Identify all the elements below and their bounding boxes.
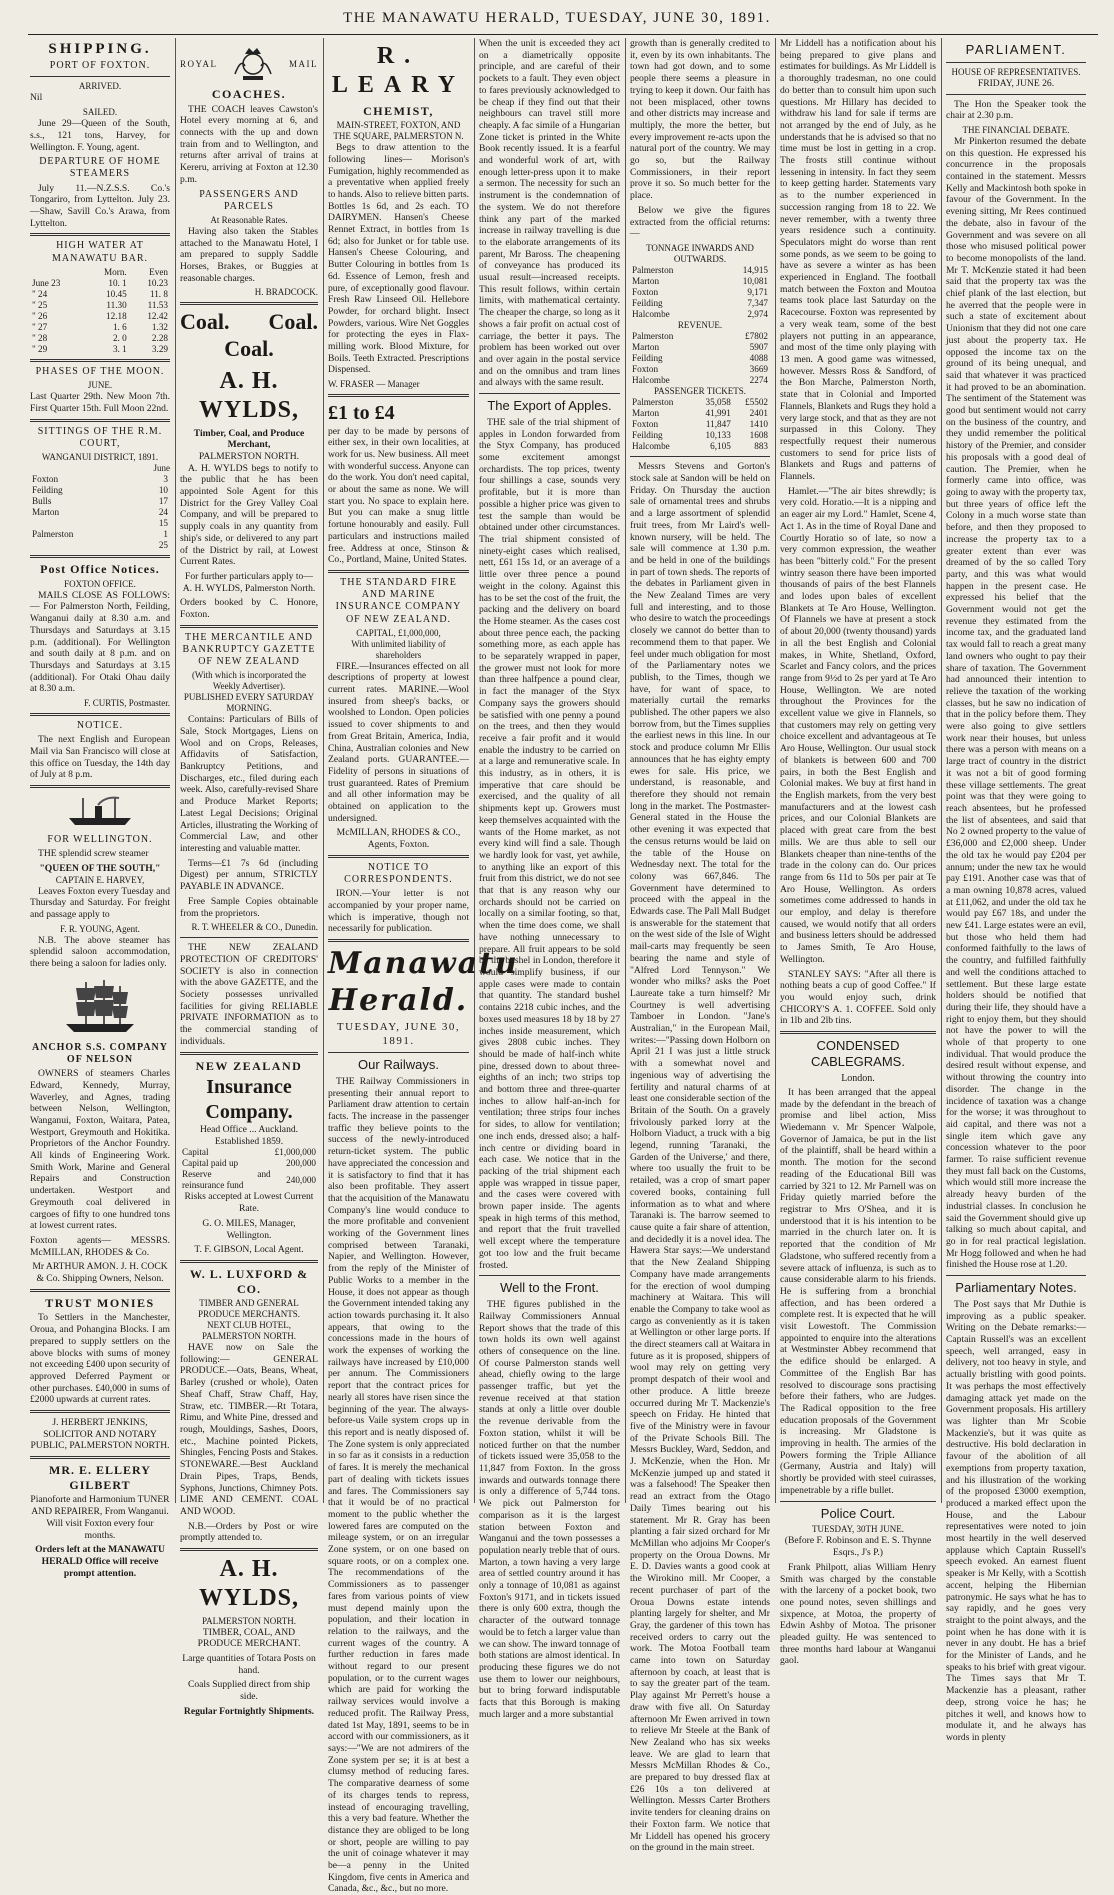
divider (180, 1052, 318, 1055)
divider (630, 456, 770, 457)
divider (30, 76, 170, 77)
notice-heading: NOTICE. (76, 720, 124, 732)
divider (30, 555, 170, 558)
gazette-text: Contains: Particulars of Bills of Sale, Stock Mortgages, Liens on Wool and on Crops, Releases, Affidavits of Satisfaction, Bankruptcy Petitions, and Discharges, etc., filed during each week. Also, carefully-revised Share and Produce Market Reports; Latest Legal Decisions; Original Articles, illustrating the Working of Commercial Law, and other interesting and valuable matter. (180, 714, 318, 854)
wylds2-text: TIMBER, COAL, AND PRODUCE MERCHANT. (197, 1626, 301, 1650)
moon-heading: PHASES OF THE MOON. (35, 366, 165, 378)
table-row: " 28 2. 0 2.28 (32, 332, 168, 343)
divider (328, 855, 469, 858)
trust-heading: TRUST MONIES (45, 1295, 155, 1310)
gazette-terms: Terms—£1 7s 6d (including Digest) per annum, STRICTLY PAYABLE IN ADVANCE. (180, 857, 318, 893)
table-row: Halcombe 2274 (632, 375, 768, 386)
wylds2-sub: PALMERSTON NORTH. (202, 1615, 296, 1626)
cablegrams-heading: CONDENSED CABLEGRAMS. (811, 1038, 905, 1069)
moon-month: JUNE. (87, 380, 113, 391)
luxford-sub: TIMBER AND GENERAL PRODUCE MERCHANTS. (197, 1298, 300, 1320)
divider (30, 233, 170, 236)
divider (30, 713, 170, 716)
divider (780, 1031, 936, 1034)
table-row: Halcombe 6,105 883 (632, 441, 768, 452)
table-row: 25 (158, 540, 168, 551)
coal-word: Coal. (224, 336, 274, 362)
wylds2-text4: Regular Fortnightly Shipments. (183, 1705, 315, 1717)
mail-label: MAIL (288, 58, 318, 69)
departure-heading: DEPARTURE OF HOME STEAMERS (39, 156, 161, 180)
debate-heading: THE FINANCIAL DEBATE. (962, 124, 1070, 135)
divider (328, 1052, 469, 1053)
insurance-miles: G. O. MILES, Manager, Wellington. (202, 1217, 296, 1241)
cablegrams-text: It has been arranged that the appeal made by the defendant in the breach of promise and libel action, Miss Wiedemann v. Mr Spencer Walpole, Governor of Jamaica, be put in the list of the plaintiff, shall be heard within a month. The motion for the second reading of the Educational Bill was carried by 321 to 12. Mr Parnell was on Friday quietly married before the registrar to Mrs O'Shea, and it is understood that it is his intention to be married in the church later on. It is reported that the condition of Mr Gladstone, who suffered recently from a severe attack of influenza, is such as to cause considerable alarm to his friends. He is suffering from a bronchial affection, and has been ordered a complete rest. It is expected that he will visit Lowestoft. The Commission appointed to enquire into the alterations at Westminster Abbey recommend that the edifice should be enlarged. A Committee of the English Bar has resolved to discourage sons practising before their fathers, who are Judges. The Radical opposition to the free education proposals of the Government is increasing. Mr Gladstone is improving in health. The armies of the Powers forming the Triple Alliance (Germany, Austria and Italy) will shortly be provided with steel cuirasses, impenetrable by a rifle bullet. (780, 1086, 936, 1496)
column-rule (323, 38, 324, 1503)
table-row: Feilding 7,347 (632, 297, 768, 308)
insurance-risks: Risks accepted at Lowest Current Rate. (184, 1191, 314, 1215)
tide-col-even: Even (149, 266, 168, 277)
gazette-sign: R. T. WHEELER & CO., Dunedin. (191, 922, 318, 933)
royal-label: ROYAL (180, 58, 218, 69)
post-office-sign: F. CURTIS, Postmaster. (83, 698, 170, 709)
column-rule (175, 38, 176, 1503)
stables-text: Having also taken the Stables attached to the Manawatu Hotel, I am prepared to supply Saddle Horses, Brakes, or Buggies at reasonable charges. (180, 225, 318, 284)
divider (946, 62, 1086, 63)
wellington-text: THE splendid screw steamer (38, 848, 149, 860)
divider (328, 570, 469, 573)
orders-text: Orders left at the MANAWATU HERALD Office will receive prompt attention. (35, 1544, 165, 1579)
revenue-heading: REVENUE. (677, 320, 723, 331)
table-row: Marton 5907 (632, 342, 768, 353)
police-text: Frank Philpott, alias William Henry Smith was charged by the constable with the larceny of a pocket book, two one pound notes, seven shillings and sixpence, at Motoa, the property of Edwin Ashby of Motoa. The prisoner pleaded guilty. He was sentenced to three months hard labour at Wanganui gaol. (780, 1561, 936, 1667)
notice-text: The next English and European Mail via San Francisco will close at this office on Tuesday, the 14th day of July at 8 p.m. (30, 734, 170, 781)
tide-table (30, 267, 170, 355)
court-table (30, 474, 170, 551)
table-row: Foxton 3669 (632, 364, 768, 375)
insurance-established: Established 1859. (214, 1135, 284, 1147)
wellington-ship: "QUEEN OF THE SOUTH," (39, 862, 161, 874)
wylds2-text3: Coals Supplied direct from ship side. (187, 1679, 311, 1703)
protection-text: THE NEW ZEALAND PROTECTION OF CREDITORS' SOCIETY is also in connection with the above GAZETTE, and the Society possesses unrivalled facilities for giving RELIABLE PRIVATE INFORMATION as to the commercial standing of individuals. (180, 942, 318, 1047)
column-rule (474, 38, 475, 1503)
table-row: " 27 1. 6 1.32 (32, 321, 168, 332)
table-row: " 24 10.45 11. 8 (32, 288, 168, 299)
table-row: Feilding 4088 (632, 353, 768, 364)
divider (328, 394, 469, 397)
tonnage-table (630, 265, 770, 320)
divider (328, 939, 469, 942)
house-text: The Hon the Speaker took the chair at 2.30 p.m. (946, 98, 1086, 122)
table-row: June 23 10. 1 10.23 (32, 277, 168, 288)
pounds-text: per day to be made by persons of either sex, in their own localities, at work for us. New business. All meet with wonderful success. Anyone can do the work. You don't need capital, or about the same as none. We will start you. No space to explain here. But you can make a snug little fortune honourably and easily. Full particulars and instructions mailed free. Address at once, Stinson & Co., Portland, Maine, United States. (328, 425, 469, 566)
departure-text: July 11.—N.Z.S.S. Co.'s Tongariro, from Lyttelton. July 23.—Shaw, Savill Co.'s Arawa, from Lyttelton. (30, 182, 170, 229)
divider (180, 1548, 318, 1551)
wellington-text2: Leaves Foxton every Tuesday and Thursday and Saturday. For freight and passage apply to (30, 885, 170, 920)
steamer-icon (30, 794, 170, 828)
table-row: Palmerston £7802 (632, 331, 768, 342)
apples-text: THE sale of the trial shipment of apples in London forwarded from the Styx Company, has produced some excitement amongst orchardists. The top prices, twenty four shillings a case, sounds very profitable, but it is more than possible a higher price was given to test the sample than would be obtained under other circumstances. The trial shipment consisted of ninety-eight cases which realised, nett, £61 15s 1d, or an average of a little over three pence a pound weight in the colony. Against this has to be set the cost of the fruit, the packing and the delivery on board the Home steamer. As the cases cost about three pence each, the packing something more, as each apple has to be separately wrapped in paper, the grower must not look for more than three halfpence a pound clear, in fact the manager of the Styx Company says the growers should be satisfied with one penny a pound on the trees, and then they would receive a fair profit and it would enable the industry to be carried on at a large and remunerative scale. In this industry, as in others, it is imperative that care should be exercised, and the quality of all shipments kept up. Growers must keep themselves acquainted with the wants of the Home market, as not every kind will find a sale. Though we hardly look for vast, yet awhile, to anything like an export of this fruit from this district, we do not see that that is any reason why our orchards should not be carried on locally on a similar footing, so that, when the time does come, we shall have nothing unnecessary to prepare. All fruit appears to be sold by the bushel in London, therefore it would simplify business, if our apple cases were made to contain that quantity. The standard bushel contains 2218 cubic inches, and the boxes used measures 18 by 18 by 27 inches inside measurement, which gives 2808 cubic inches. They should be made of half-inch white pine, dressed down to about three-eighths of an inch; two strips top and bottom three and three-quarter inches to allow half-an-inch for ventilation; three strips four inches for sides, to allow for ventilation; one inch ends, dressed also; a half-inch centre or dividing board in each case. We notice that in the packing of the trial shipment each apple was wrapped in tissue paper, and the cases were covered with brown paper inside. The agents speak in high terms of this method, and report that the fruit travelled well except where the temperature got too low and the fruit became frosted. (479, 416, 620, 1271)
insurance-gibson: T. F. GIBSON, Local Agent. (194, 1244, 304, 1256)
hamlet-text: Hamlet.—"The air bites shrewdly; is very cold. Horatio.—It is a nipping and an eager air my Lord." Hamlet, Scene 4, Act 1. As in the time of Royal Dane and Courtly Horatio so of late, so now a very common expression, the weather has been "bitterly cold." For the present wintry season there have been imported thousands of pairs of the best Flannels and lodes upon bales of excellent Blankets at Te Aro House, Wellington. Of Flannels we have at present a stock of about 20,000 (twenty thousand) yards in all the best English and Colonial makes, in White, Shetland, Oxford, Scarlet and Fancy colors, and the prices range from 9½d to 2s per yard at Te Aro House, Wellington. We are noted throughout the Provinces for the excellent value we give in Flannels, so that customers may rely on getting very choice excellent and advantageous at Te Aro House, Wellington. Our usual stock of blankets is between 600 and 700 pairs, in both the Best English and Colonial makes. We buy at first hand in the English markets, from the very best manufacturers and at the lowest cash prices, and our Colonial Blankets are placed with great care from the best mills. We are thus able to sell our Blankets cheaper than nine-tenths of the trade in the colony can do. Our prices range from 6s 11d to 50s per pair at Te Aro House, Wellington. As orders sometimes come addressed to hands in our employ, and delay is therefore caused, we would notify that all orders and business letters should be addressed to James Smith, Te Aro House, Wellington. (780, 485, 936, 965)
table-row: Feilding 10 (32, 484, 168, 495)
wellington-captain: CAPTAIN E. HARVEY, (55, 874, 145, 885)
wylds2-heading: A. H. WYLDS, (198, 1556, 300, 1612)
wylds-booked: Orders booked by C. Honore, Foxton. (180, 597, 318, 621)
divider (180, 302, 318, 305)
divider (180, 625, 318, 628)
standard-capital: CAPITAL, £1,000,000, (356, 627, 441, 638)
column-2 (180, 38, 318, 1717)
table-row: Bulls 17 (32, 495, 168, 506)
column-4 (479, 38, 620, 1720)
court-subheading: WANGANUI DISTRICT, 1891. (41, 451, 159, 462)
coal-header (180, 309, 318, 336)
table-row: Palmerston 1 (32, 529, 168, 540)
table-row: " 29 3. 1 3.29 (32, 344, 168, 355)
masthead-rule (28, 34, 1098, 35)
anchor-text: OWNERS of steamers Charles Edward, Kennedy, Murray, Waverley, and Agnes, trading between Nelson, Wellington, Wanganui, Foxton, Waitara, Patea, Westport, Greymouth and Hokitika. Proprietors of the Anchor Foundry. All kinds of Engineering Work. Smith Work, Marine and General Repairs and Construction undertaken. Westport and Greymouth coal delivered in cargoes of fifty to one hundred tons at lowest current rates. (30, 1068, 170, 1232)
column-rule (941, 38, 942, 1503)
sailed-label: SAILED. (82, 107, 118, 118)
standard-capital2: With unlimited liability of shareholders (351, 638, 446, 660)
railways-heading: Our Railways. (358, 1057, 439, 1073)
shipping-heading: SHIPPING. (48, 41, 152, 57)
wylds-sub: Timber, Coal, and Produce Merchant, (193, 427, 305, 451)
tide-col-morn: Morn. (104, 266, 127, 277)
parliament-heading: PARLIAMENT. (965, 42, 1067, 57)
wellington-heading: FOR WELLINGTON. (47, 834, 153, 846)
column-rule (625, 38, 626, 1503)
table-row: Foxton 9,171 (632, 286, 768, 297)
table-row: Marton 24 (32, 507, 168, 518)
table-row: 15 (158, 518, 168, 529)
table-row: Foxton 11,847 1410 (632, 419, 768, 430)
divider (180, 1260, 318, 1263)
table-row: Capital paid up 200,000 (182, 1158, 316, 1169)
column-6 (780, 38, 936, 1667)
table-row: Reserve and reinsurance fund 240,000 (182, 1169, 316, 1191)
divider (30, 1289, 170, 1292)
table-row: Marton 10,081 (632, 275, 768, 286)
house-heading: HOUSE OF REPRESENTATIVES. (951, 66, 1081, 77)
parcels-heading: PASSENGERS AND PARCELS (199, 188, 299, 212)
moon-text: Last Quarter 29th. New Moon 7th. First Quarter 15th. Full Moon 22nd. (30, 391, 170, 414)
divider (30, 785, 170, 788)
post-office-text: MAILS CLOSE AS FOLLOWS:— For Palmerston North, Feilding, Wanganui daily at 8.30 a.m. and Thursdays and Saturdays at 3.15 p.m. (additional). For Wellington and south daily at 8 p.m. and on Thursdays and Saturdays at 3.15 (additional). For Otaki Ohau daily at 8.30 a.m. (30, 589, 170, 695)
notes-heading: Parliamentary Notes. (955, 1280, 1077, 1296)
port-heading: PORT OF FOXTON. (49, 60, 151, 72)
coach-text: THE COACH leaves Cawston's Hotel every morning at 6, and connects with the up and down train from and to Wellington, and returns after arrival of trains at Kereru, arriving at Foxton at 12.30 p.m. (180, 103, 318, 185)
debate-text: Mr Pinkerton resumed the debate on this question. He expressed his concurrence in the proposals contained in the statement. Messrs Kelly and Mackintosh both spoke in favour of the Government. In the evening sitting, Mr Rees continued the debate, also in favour of the Government and was severe on all those who misused political power to become monopolists of the land. Mr T. McKenzie stated it had been said that the property tax was the chief plank of the last election, but he averred that the people were in such a state of excitement about Unionism that they did not one care just about the property tax. He opposed the income tax on the ground of its being unequal, and said that whatever it was practiced it had proved to be an abomination. The sentiment of the Statement was good but sentiment would not carry on the business of the country, and they undid remember the political history of the Premier, and consider his proposals with a good deal of caution. The Premier, when he formerly came into office, was going to away with the property tax, but three years of office left the Colony in a much worse state than before, and then they proposed to increase the property tax to a greater extent than ever was dreamed of by the so called Tory party, and this was what would happen in the present case. He expressed his belief that the Government would not get the revenue they estimated from the income tax, and the graduated land tax would fall to reach a great many land owners who ought to pay their share of taxation. The Government had announced their intention to relieve the taxation of the working classes, but he saw no indication of that in the policy before them. They were also going to give settlers work near their houses, but unless there was a person with means on a large tract of country in the district it was not a bit of good forming these village settlements. The great point was that they were going to reach absentees, but he professed the list of absentees, and said that No 2 owned property to the value of £36,000 and £2,000 sheep. Under the old tax he would pay £204 per annum; under the new tax he would pay £191. Another case was that of a man owning 10,878 acres, valued at £11,062, and under the old tax he would pay £67 18s, and under the new £41. Large estates were an evil, but those who held them had conformed faithfully to the laws of the country, and fulfilled faithfully and well the conditions attached to settlement. But these large estate holders should be notified that during their life, they should have a right to enjoy them, but they should not have the power to will the whole of that property to one individual. That would produce the desired result without expense, and without throwing the country into disorder. The change in the incidence of taxation was a change for the worse; it was throughout to aid capital, and there was not a single item which gave any concession whatever to the poor farmer. To raise sufficient revenue they must fall back on the Customs, which would still more increase the already heavy burden of the industrial classes. In conclusion he said the Government should give up talking so much about capital, and go in for real practical legislation. Mr Hogg followed and when he had finished the House rose at 1.20. (946, 135, 1086, 1271)
table-row: Marton 41,991 2401 (632, 408, 768, 419)
standard-agents: McMILLAN, RHODES & CO., Agents, Foxton. (336, 827, 461, 851)
divider (780, 1501, 936, 1502)
police-before: (Before F. Robinson and E. S. Thynne Esqrs., J's P.) (784, 1535, 932, 1559)
gazette-sample: Free Sample Copies obtainable from the proprietors. (180, 895, 318, 919)
coaches-heading: COACHES. (211, 87, 287, 101)
insurance-head-office: Head Office ... Auckland. (199, 1123, 299, 1135)
masthead: THE MANAWATU HERALD, TUESDAY, JUNE 30, 1891. (343, 10, 771, 26)
gazette-heading: THE MERCANTILE AND BANKRUPTCY GAZETTE OF NEW ZEALAND (182, 631, 316, 668)
column-7 (946, 38, 1086, 1743)
figures-text: Below we give the figures extracted from the official returns:— (630, 204, 770, 240)
tonnage-heading: TONNAGE INWARDS AND OUTWARDS. (646, 242, 754, 264)
wylds-text: A. H. WYLDS begs to notify to the public that he has been appointed Sole Agent for this District for the Grey Valley Coal Company, and will be prepared to supply coals in any quantity from ship's side, or delivered to any part of the District by rail, at Lowest Current Rates. (180, 462, 318, 568)
tickets-table (630, 397, 770, 452)
paper-date: TUESDAY, JUNE 30, 1891. (336, 1021, 461, 1047)
anchor-manager: Mr ARTHUR AMON. J. H. COCK & Co. Shipping Owners, Nelson. (32, 1261, 168, 1285)
local-news-continued: Mr Liddell has a notification about his being prepared to give plans and estimates for buildings. As Mr Liddell is a thoroughly tradesman, no one could do better than to consult him upon such questions. Mr Hillary has decided to withdraw his land for sale if terms are not arranged by the end of July, as he understands that he is advised so that no time must be lost in getting in a crop. The frosts still continue without lessening in intensity. In fact they seem to keep getting harder. Statements vary as to the number experienced in succession ranging from 18 to 22. We never remember, with a twenty three years residence such a continuity. Speculators might do worse than rent some ponds, as we seem to be going to have as severe a winter as has been experienced in England. The football match between the Foxton and Moutoa teams took place last Saturday on the Racecourse. Foxton was represented by a very weak team, some of the best players not putting in an appearance, and most of the time only playing with 13 men. A good game was witnessed, however. Messrs Ross & Sandford, of the Bon Marche, Palmerston North, state that in Colonial and Imported Flannels, Blankets and Rugs they hold a very large stock, and that as they are not surpassed in this Colony. They respectfully request their numerous customers to send for price lists of Blankets and Rugs and patterns of Flannels. (780, 38, 936, 483)
divider (30, 1456, 170, 1459)
paper-title: Manawatu Herald. (328, 946, 519, 1018)
divider (946, 1275, 1086, 1276)
anchor-heading: ANCHOR S.S. COMPANY OF NELSON (31, 1041, 169, 1065)
leary-heading: R. LEARY (331, 43, 466, 99)
cablegrams-place: London. (841, 1072, 875, 1084)
table-row: " 26 12.18 12.42 (32, 310, 168, 321)
wylds-heading: A. H. WYLDS, (198, 368, 300, 424)
standard-heading: THE STANDARD FIRE AND MARINE INSURANCE COMPANY OF NEW ZEALAND. (335, 576, 462, 625)
bradcock-sign: H. BRADCOCK. (254, 287, 318, 298)
chemist-address: MAIN-STREET, FOXTON, AND THE SQUARE, PALMERSTON N. (333, 120, 464, 142)
front-continued: growth than is generally credited to it, even by its own inhabitants. The town had got down, and to some people there seems a pleasure in trying to keep it down. Our faith has not been misplaced, other towns and other districts may increase and multiply, the more the better, but every improvement re-acts upon the natural port of the country. We may go so, but the Railway Commissioners, in their report prove it so. So much better for the place. (630, 38, 770, 202)
luxford-nb: N.B.—Orders by Post or wire promptly attended to. (180, 1520, 318, 1544)
wylds-place: PALMERSTON NORTH. (198, 450, 300, 462)
wylds-order: For further particulars apply to— A. H. WYLDS, Palmerston North. (182, 571, 316, 594)
post-office-sub: FOXTON OFFICE. (64, 578, 136, 589)
royal-crest-icon (231, 44, 275, 84)
notes-text: The Post says that Mr Duthie is improving as a public speaker. Writing on the Debate remarks:—Captain Russell's was an excellent speech, well arranged, easy in delivery, not too heavy in style, and actually bristling with good points. It was perhaps the most effectively damaging attack yet made on the Government proposals. His artillery was lighter than Mr Scobie Mackenzie's, but it was quite as destructive. His bold declaration in favour of the abolition of all exemptions from property taxation, and his illustration of the working of the proposed £3000 exemption, produced a marked effect upon the House, and the Labour representatives were noted to join most heartily in the well deserved applause which Captain Russell's speech evoked. An earnest fluent speaker is Mr Kelly, with a Scottish accent, helping the Hibernian patronymic. He says what he has to say rapidly, and he goes very straight to the point always, and the point when he has done with it is never in any doubt. He has a brief for the Minister of Lands, and he speaks to his brief with great vigour. The Times says that Mr T. Mackenzie has a pleasant, rather deep, strong voice he has; he pitches it well, and knows how to modulate it, and he always has words in plenty (946, 1298, 1086, 1743)
divider (479, 393, 620, 394)
arrived-text: Nil (30, 92, 43, 104)
sailing-ship-icon (30, 976, 170, 1036)
insurance-table (180, 1147, 318, 1191)
trust-text: To Settlers in the Manchester, Oroua, and Pohangina Blocks. I am prepared to supply settlers on the above blocks with sums of money not exceeding £400 upon security of approved Deferred Payment or other purchases. £40,000 in sums of £2000 upwards at current rates. (30, 1312, 170, 1406)
wellington-nb: N.B. The above steamer has splendid saloon accommodation, there being a saloon for ladies only. (30, 934, 170, 970)
table-row: Palmerston 14,915 (632, 264, 768, 275)
house-date: FRIDAY, JUNE 26. (977, 77, 1055, 89)
column-1 (30, 38, 170, 1579)
standard-text: FIRE.—Insurances effected on all descriptions of property at lowest current rates. MARINE.—Wool insured from sheep's backs, or woolshed to London. Open policies issued to cover shipments to and from Great Britain, America, India, China, Australian colonies and New Zealand ports. GUARANTEE.—Fidelity of persons in situations of trust guaranteed. Rates of Premium and all other information may be obtained on application to the undersigned. (328, 660, 469, 824)
luxford-heading: W. L. LUXFORD & CO. (189, 1266, 309, 1296)
divider (180, 937, 318, 938)
pounds-heading: £1 to £4 (328, 402, 395, 425)
parcels-sub: At Reasonable Rates. (210, 214, 288, 225)
table-row: Capital £1,000,000 (182, 1147, 316, 1158)
nz-heading: NEW ZEALAND (195, 1058, 303, 1073)
apples-heading: The Export of Apples. (487, 398, 612, 414)
police-date: TUESDAY, 30TH JUNE. (811, 1524, 904, 1535)
wellington-agent: F. R. YOUNG, Agent. (60, 923, 140, 934)
court-heading: SITTINGS OF THE R.M. COURT, (37, 425, 163, 449)
police-heading: Police Court. (820, 1505, 896, 1521)
stanley-text: STANLEY SAYS: "After all there is nothing beats a cup of good Coffee." If you would enjoy such, drink CHICORY'S A. 1. COFFEE. Sold only in 1lb and 2lb tins. (780, 968, 936, 1027)
luxford-text: HAVE now on Sale the following:— GENERAL PRODUCE.—Oats, Beans, Wheat, Barley (crushed or whole), Oaten Sheaf Chaff, Straw Chaff, Hay, Straw, etc. TIMBER.—Rt Totara, Rimu, and White Pine, dressed and rough, Mouldings, Sashes, Doors, etc., Machine pointed Pickets, Shingles, Fencing Posts and Stakes. STONEWARE.—Best Auckland Drain Pipes, Traps, Bends, Syphons, Junctions, Chimney Pots. LIME AND CEMENT. COAL AND WOOD. (180, 1342, 318, 1517)
insurance-heading: Insurance Company. (205, 1076, 293, 1123)
railways-continued: When the unit is exceeded they act on a diametrically opposite principle, and are careful of their pockets to a fault. They even object to fares previously acknowledged to be cheap if they find out that their neighbours can travel still more cheaply. A fac simile of a Hungarian Zone ticket is printed in the White Book recently issued. It is a fearful and wonderful work of art, with enough letter-press upon it to make a sermon. The necessity for such an instrument is the condemnation of the system. We do not therefore think any part of the marked increase in railway travelling is due to the elaborate arrangements of its parent, Mr Baross. The cheapening of conveyance has produced its usual result—increased receipts. This result follows, within certain limits, with mathematical certainty. The cheaper the charge, so long as it shows a fair profit on actual cost of carriage, the better it pays. The problem has been worked out over and over again in the postal service and on the omnibus and tram lines and always with the same result. (479, 38, 620, 389)
tide-heading: HIGH WATER AT MANAWATU BAR. (51, 240, 149, 264)
coal-word: Coal. (268, 309, 318, 335)
column-3 (328, 38, 519, 1895)
luxford-next: NEXT CLUB HOTEL, PALMERSTON NORTH. (202, 1320, 296, 1342)
table-row: Foxton 3 (32, 473, 168, 484)
correspondents-heading: NOTICE TO CORRESPONDENTS. (344, 861, 453, 886)
divider (30, 1410, 170, 1413)
herbert-ad: J. HERBERT JENKINS, SOLICITOR AND NOTARY PUBLIC, PALMERSTON NORTH. (30, 1417, 170, 1452)
divider (30, 359, 170, 362)
tickets-heading: PASSENGER TICKETS. (653, 386, 747, 397)
correspondents-text: IRON.—Your letter is not accompanied by your proper name, which is imperative, though not necessarily for publication. (328, 888, 469, 935)
railways-text: THE Railway Commissioners in presenting their annual report to Parliament draw attention to certain facts. The increase in the passenger traffic they believe points to the success of the newly-introduced return-ticket system. The public have appreciated the concession and it is satisfactory to find that it has also been profitable. They assert that the acquisition of the Manawatu Company's line would conduce to the more profitable and convenient working of the Government lines comprised between Taranaki, Napier, and Wellington. However, from the reply of the Minister of Public Works to a member in the House, it does not appear as though the Government intended taking any action towards purchasing it. It also appears, that owing to the concessions made in the hours of work the expenses of working the railways have increased by £10,000 per annum. The Commissioners report that the contract prices for nearly all stores have risen since the beginning of the year. The always-before-us Vaile system crops up in this report and is neatly disposed of. The Zone system is only appreciated in so far as it consists in a reduction of fares. It is merely the mechanical part of dealing with tickets issues and fares. The Commissioners say that it would be of no practical moment to the public whether the lowered fares are computed on the mileage system, or on an irregular Zone system, or on one based on square roots, or on a complex one. The recommendations of the Commissioners as to passenger fares from various points of view must depend mainly upon the population, and their location in relation to the railways, and the current wages of the country. A further reduction in fares made without regard to our present population, or to the current wages which are paid for working the railway services would involve a reduced profit. The Railway Press, dated 1st May, 1891, seems to be in accord with our commissioners, as it says:—"We are not admirers of the Zone system per se; it is at best a clumsy method of reducing fares. The comparative dearness of some of its charges tends to repress, instead of encouraging travelling, this a very bad feature. Whether the distance they are obliged to be long or short, people are willing to pay the unit of coinage whatever it may be—a penny in the United Kingdom, five cents in America and Canada, &c., &c., but no more. (328, 1075, 469, 1895)
ellery-text: Pianoforte and Harmonium TUNER AND REPAIRER, From Wanganui. Will visit Foxton every four months. (30, 1494, 170, 1541)
chemist-heading: CHEMIST, (363, 103, 434, 118)
anchor-agents: Foxton agents— MESSRS. McMILLAN, RHODES & Co. (30, 1235, 170, 1258)
local-news-text: Messrs Stevens and Gorton's stock sale at Sandon will be held on Friday. On Thursday the auction sale of ornamental trees and shrubs and a large assortment of splendid fruit trees, from Mr Laird's well-known nursery, will be held. The sale will commence at 1.30 p.m. and be held in one of the buildings in part of town sheds. The reports of the debates in Parliament given in the New Zealand Times are very full and interesting, and to those who desire to watch the proceedings closely we cannot do better than to recommend them to that paper. We feel under much obligation for most of the Parliamentary notes we publish, to the Times, though we have, for want of space, to materially curtail the remarks published. The other papers we also borrow from, but the Times supplies the earliest news in this line. In our stock and produce column Mr Ellis announces that he has eighty empty ewes for sale. His price, we understand, is reasonable, and therefore they should not remain long in the market. The Postmaster-General stated in the House the other evening it was expected that the census returns would be laid on the table of the House on Wednesday next. The total for the colony was 667,846. The Government have determined to proceed with the appeal in the Edwards case. The Pall Mall Budget is answerable for the statement that on the west side of the Isle of Wight mail-carts may frequently be seen bearing the name and style of "Alfred Lord Tennyson." We wonder who milks? asks the Poet Laureate take a turn himself? Mr Courtney is well advertising Tamboer in London. "Jane's Australian," in the European Mail, writes:—"Passing down Holborn on April 21 I was just a little struck with a somewhat novel and ingenious way of advertising the fertility and natural charms of at least one considerable section of the Britain of the South. On a gravely frivolously parked lorry at the Holborn Viaduct, a truck with a big legend, running 'Taranaki, the Garden of the Universe,' and there, where too usually the fruit to be retailed, was a crop of smart paper covered books, containing full information as to what and where Taranaki is. The barrow seemed to cause quite a fair share of attention, and decidedly it is a novel idea. The Hawera Star says:—We understand that the New Zealand Shipping Company have made arrangements for the erection of wool dumping machinery at Waitara. This will enable the Company to take wool as cargo as conveniently as it is taken at Wellington or other large ports. If the direct steamers call at Waitara in future as it is proposed, shippers of wool may rely on getting very prompt despatch of their wool and other produce. A little breeze occurred during Mr T. Mackenzie's speech on Friday. He hinted that five of the Ministry were in favour of the Private Schools Bill. The Messrs Buckley, Ward, Seddon, and J. McKenzie, when the Hon. Mr McKenzie jumped up and stated it was a falsehood! The Speaker then read an extract from the Otago Daily Times bearing out his statement. Mr R. Gray has been planting a fair sized orchard for Mr McMillan who adjoins Mr Cooper's property on the Oroua Downs. Mr E. D. Davies wants a good cook at the Wirokino mill. Mr Cooper, a recent purchaser of part of the Oroua Downs estate intends planting largely for shelter, and Mr Gray, the gardener of this town has received orders to carry out the work. The Motoa Football team came into town on Saturday afternoon by coach, at least that is to say the greater part of the team. Play against Mr Perrett's house a draw with five all. On Saturday afternoon Mr Ewen arrived in town to relieve Mr Steele at the Bank of New Zealand who has six weeks leave. We are glad to learn that Messrs McMillan Rhodes & Co., are prepared to buy dressed flax at £26 10s a ton delivered at Wellington. Messrs Carter Brothers invite tenders for cleaning drains on their Foxton farm. We notice that Mr Liddell has opened his grocery on the ground in the main street. (630, 461, 770, 1854)
gazette-sub: (With which is incorporated the Weekly Advertiser). (191, 670, 307, 692)
arrived-label: ARRIVED. (78, 81, 122, 92)
ellery-heading: MR. E. ELLERY GILBERT (49, 1463, 151, 1492)
royal-mail-header (180, 44, 318, 84)
fraser-sign: W. FRASER — Manager (328, 379, 420, 390)
table-row: Feilding 10,133 1608 (632, 430, 768, 441)
table-row: Halcombe 2,974 (632, 309, 768, 320)
divider (479, 1275, 620, 1276)
column-5 (630, 38, 770, 1854)
front-heading: Well to the Front. (500, 1280, 599, 1296)
revenue-table (630, 331, 770, 386)
table-row: Palmerston 35,058 £5502 (632, 397, 768, 408)
wylds2-text2: Large quantities of Totara Posts on hand. (182, 1652, 316, 1676)
post-office-heading: Post Office Notices. (40, 562, 160, 577)
chemist-text: Begs to draw attention to the following lines— Morison's Fumigation, highly recommended as a preventative when applied freely to hands. Also to relieve bitten parts. Bottles 1s 6d, and 2s each. TO DAIRYMEN. Hansen's Cheese Rennet Extract, in bottles from 1s 6d; also for Junket or for table use. Hansen's Cheese Colouring, and Butter Colouring in bottles from 1s 6d. Essence of Lemon, fresh and pure, of exceptionally good flavour. Fresh Raw Linseed Oil. Hellebore Powder, for orchard blight. Insect Powders, various. Wire Net Goggles for protecting the eyes in Flax-milling work. Blood Mixture, for Boils. Teeth Extracted. Prescriptions Dispensed. (328, 142, 469, 376)
sailed-text: June 29—Queen of the South, s.s., 121 tons, Harvey, for Wellington. F. Young, agent. (30, 118, 170, 153)
divider (30, 419, 170, 422)
column-rule (775, 38, 776, 1503)
coal-word: Coal. (180, 309, 230, 335)
front-text: THE figures published in the Railway Commissioners Annual Report shows that the trade of this town holds its own well against others of consequence on the line. Of course Palmerston stands well ahead, chiefly owing to the large passenger traffic, but yet the revenue received at that station stands at only a little over double the revenue derivable from the Foxton station, whilst it will be noticed further on that the number of tickets issued were 35,058 to the 11,847 from Foxton. In the gross inwards and outwards tonnage there is only a difference of 5,744 tons. We pick out Palmerston for comparison as it is the largest station between Foxton and Wanganui and the town possesses a population nearly treble that of ours. Marton, a town having a very large area of settled country around it has only a tonnage of 10,081 as against Foxton's 9171, and in tickets issued there is only 600 extra, though the character of the outward tonnage would be to fetch a larger value than we can show. The inward tonnage of both stations are almost identical. In producing these figures we do not use them to lower our neighbours, but to bring forward indisputable facts that this Borough is making much larger and a more substantial (479, 1299, 620, 1720)
table-row: " 25 11.30 11.53 (32, 299, 168, 310)
court-month: June (153, 462, 170, 473)
gazette-published: PUBLISHED EVERY SATURDAY MORNING. (183, 692, 315, 714)
divider (946, 94, 1086, 95)
